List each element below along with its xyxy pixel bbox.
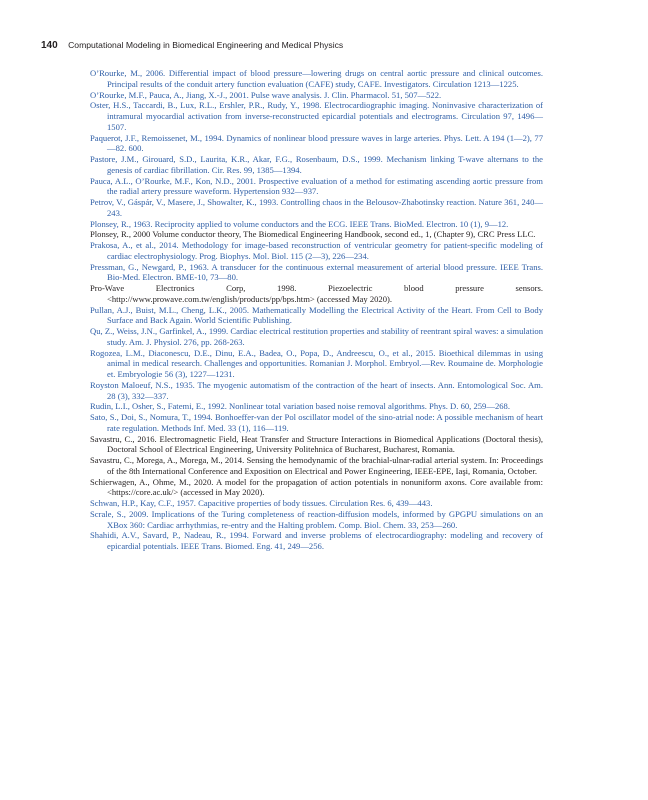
reference-entry-link[interactable]: Pressman, G., Newgard, P., 1963. A transducer for the continuous external measurement of arterial blood pressure. IEEE Trans. Bio-Med. Electron. BME-10, 73—80. [90, 261, 543, 283]
reference-entry: Schierwagen, A., Ohme, M., 2020. A model for the propagation of action potentials in nonuniform axons. Core available from: <https://core.ac.uk/> (accessed in May 2020). [90, 476, 543, 498]
reference-entry-link[interactable]: Prakosa, A., et al., 2014. Methodology for image-based reconstruction of ventricular geometry for patient-specific modeling of cardiac electrophysiology. Prog. Biophys. Mol. Biol. 115 (2—3), 226—234. [90, 240, 543, 261]
reference-entry-link[interactable]: Plonsey, R., 1963. Reciprocity applied to volume conductors and the ECG. IEEE Trans. BioMed. Electron. 10 (1), 9—12. [90, 218, 509, 229]
page-number: 140 [41, 40, 58, 51]
reference-entry-link[interactable]: Paquerot, J.F., Remoissenet, M., 1994. Dynamics of nonlinear blood pressure waves in large arteries. Phys. Lett. A 194 (1—2), 77—82. 600. [90, 132, 543, 154]
book-title: Computational Modeling in Biomedical Engineering and Medical Physics [68, 40, 344, 50]
running-head [41, 40, 601, 51]
reference-entry-link[interactable]: O’Rourke, M., 2006. Differential impact of blood pressure—lowering drugs on central aortic pressure and clinical outcomes. Principal results of the conduit artery function evaluation (CAFE) study, CAFE. Investigators. Circulation 1213—1225. [90, 68, 543, 89]
reference-entry-link[interactable]: Royston Maloeuf, N.S., 1935. The myogenic automatism of the contraction of the heart of insects. Ann. Entomological Soc. Am. 28 (3), 332—337. [90, 379, 543, 401]
reference-entry-link[interactable]: Oster, H.S., Taccardi, B., Lux, R.L., Ershler, P.R., Rudy, Y., 1998. Electrocardiographic imaging. Noninvasive characterization of intramural myocardial activation from inverse-reconstructed epicardial potentials and electrograms. Circulation 97, 1496—1507. [90, 100, 543, 132]
reference-entry-link[interactable]: Pastore, J.M., Girouard, S.D., Laurita, K.R., Akar, F.G., Rosenbaum, D.S., 1999. Mechanism linking T-wave alternans to the genesis of cardiac fibrillation. Cir. Res. 99, 1385—1394. [90, 154, 543, 175]
reference-entry-link[interactable]: Scrale, S., 2009. Implications of the Turing completeness of reaction-diffusion models, informed by GPGPU simulations on an XBox 360: Cardiac arrhythmias, re-entry and the Halting problem. Comp. Biol. Chem. 33, 253—260. [90, 508, 543, 530]
reference-entry-link[interactable]: Schwan, H.P., Kay, C.F., 1957. Capacitive properties of body tissues. Circulation Res. 6, 439—443. [90, 498, 433, 508]
reference-entry-link[interactable]: O’Rourke, M.F., Pauca, A., Jiang, X.-J., 2001. Pulse wave analysis. J. Clin. Pharmacol. 51, 507—522. [90, 89, 442, 100]
reference-list [90, 68, 543, 552]
reference-entry-link[interactable]: Pauca, A.L., O’Rourke, M.F., Kon, N.D., 2001. Prospective evaluation of a method for estimating ascending aortic pressure from the radial artery pressure waveform. Hypertension 932—937. [90, 175, 543, 197]
reference-entry-link[interactable]: Shahidi, A.V., Savard, P., Nadeau, R., 1994. Forward and inverse problems of electrocardiography: modeling and recovery of epicardial potentials. IEEE Trans. Biomed. Eng. 41, 249—256. [90, 530, 543, 551]
reference-entry: Pro-Wave Electronics Corp, 1998. Piezoelectric blood pressure sensors. <http://www.prowave.com.tw/english/products/pp/bps.htm> (accessed May 2020). [90, 283, 543, 304]
reference-entry-link[interactable]: Petrov, V., Gáspár, V., Masere, J., Showalter, K., 1993. Controlling chaos in the Belousov-Zhabotinsky reaction. Nature 361, 240—243. [90, 197, 543, 218]
reference-entry-link[interactable]: Qu, Z., Weiss, J.N., Garfinkel, A., 1999. Cardiac electrical restitution properties and stability of reentrant spiral waves: a simulation study. Am. J. Physiol. 276, pp. 268-263. [90, 326, 543, 347]
reference-entry-link[interactable]: Rogozea, L.M., Diaconescu, D.E., Dinu, E.A., Badea, O., Popa, D., Andreescu, O., et al., 2015. Bioethical dilemmas in using animal in medical research. Challenges and opportunities. Romanian J. Morphol. Embryol.—Rev. Roumaine de. Morphologie et. Embryologie 56 (3), 1227—1231. [90, 347, 543, 379]
reference-entry: Plonsey, R., 2000 Volume conductor theory, The Biomedical Engineering Handbook, second ed., 1, (Chapter 9), CRC Press LLC. [90, 229, 536, 240]
reference-entry-link[interactable]: Pullan, A.J., Buist, M.L., Cheng, L.K., 2005. Mathematically Modelling the Electrical Activity of the Heart. From Cell to Body Surface and Back Again. World Scientific Publishing. [90, 304, 543, 326]
reference-entry: Savastru, C., Morega, A., Morega, M., 2014. Sensing the hemodynamic of the brachial-ulnar-radial arterial system. In: Proceedings of the 8th International Conference and Exposition on Electrical and Power Engineering, IEEE-EPE, Iaşi, Romania, October. [90, 455, 543, 476]
reference-entry: Savastru, C., 2016. Electromagnetic Field, Heat Transfer and Structure Interactions in Biomedical Applications (Doctoral thesis), Doctoral School of Electrical Engineering, University Politehnica of Bucharest, Bucharest, Romania. [90, 433, 543, 455]
reference-entry-link[interactable]: Sato, S., Doi, S., Nomura, T., 1994. Bonhoeffer-van der Pol oscillator model of the sino-atrial node: A possible mechanism of heart rate regulation. Methods Inf. Med. 33 (1), 116—119. [90, 412, 543, 433]
reference-entry-link[interactable]: Rudin, L.I., Osher, S., Fatemi, E., 1992. Nonlinear total variation based noise removal algorithms. Phys. D. 60, 259—268. [90, 401, 510, 412]
